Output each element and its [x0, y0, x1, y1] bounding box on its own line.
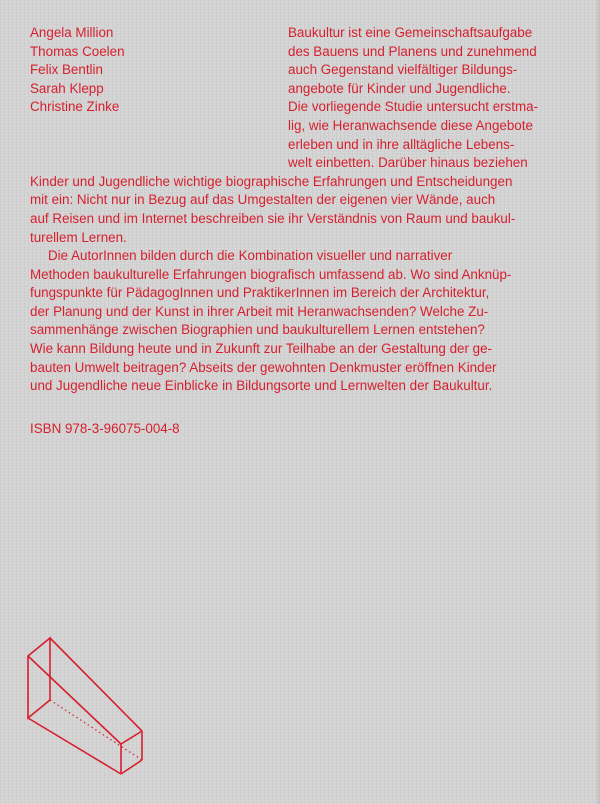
author-name: Angela Million: [30, 25, 114, 40]
author-name: Christine Zinke: [30, 99, 120, 115]
author-name: Felix Bentlin: [30, 62, 103, 78]
text-line: der Planung und der Kunst in ihrer Arbeit mit Heranwachsenden? Welche Zu-: [30, 303, 489, 319]
text-line: fungspunkte für PädagogInnen und PraktikerInnen im Bereich der Architektur,: [30, 285, 490, 301]
blurb-paragraph-2: [30, 247, 570, 396]
text-line: Kinder und Jugendliche wichtige biographische Erfahrungen und Entscheidungen: [30, 173, 513, 189]
text-line: Die vorliegende Studie untersucht erstma-: [288, 99, 539, 115]
text-line: mit ein: Nicht nur in Bezug auf das Umgestalten der eigenen vier Wände, auch: [30, 192, 496, 208]
text-line: und Jugendliche neue Einblicke in Bildungsorte und Lernwelten der Baukultur.: [30, 378, 493, 394]
text-line: erleben und in ihre alltägliche Lebens-: [288, 136, 515, 152]
dotted-box-beam-icon: [24, 628, 168, 778]
text-line: welt einbetten. Darüber hinaus beziehen: [288, 155, 528, 171]
author-name: Thomas Coelen: [30, 43, 125, 59]
text-line: sammenhänge zwischen Biographien und baukulturellem Lernen entstehen?: [30, 322, 485, 338]
text-line: Wie kann Bildung heute und in Zukunft zur Teilhabe an der Gestaltung der ge-: [30, 340, 493, 356]
isbn-number: ISBN 978-3-96075-004-8: [30, 421, 180, 436]
text-line: des Bauens und Planens und zunehmend: [288, 43, 537, 59]
text-line: angebote für Kinder und Jugendliche.: [288, 80, 511, 96]
blurb-paragraph-1: [30, 24, 570, 247]
text-line: auf Reisen und im Internet beschreiben sie ihr Verständnis von Raum und baukul-: [30, 210, 516, 226]
text-line: lig, wie Heranwachsende diese Angebote: [288, 117, 533, 133]
text-line: auch Gegenstand vielfältiger Bildungs-: [288, 62, 518, 78]
text-line: bauten Umwelt beitragen? Abseits der gewohnten Denkmuster eröffnen Kinder: [30, 359, 497, 375]
text-line: Baukultur ist eine Gemeinschaftsaufgabe: [288, 25, 533, 40]
text-line: turellem Lernen.: [30, 229, 127, 245]
text-line: Methoden baukulturelle Erfahrungen biografisch umfassend ab. Wo sind Anknüp-: [30, 266, 512, 282]
author-name: Sarah Klepp: [30, 80, 104, 96]
text-line: Die AutorInnen bilden durch die Kombination visueller und narrativer: [48, 248, 453, 263]
